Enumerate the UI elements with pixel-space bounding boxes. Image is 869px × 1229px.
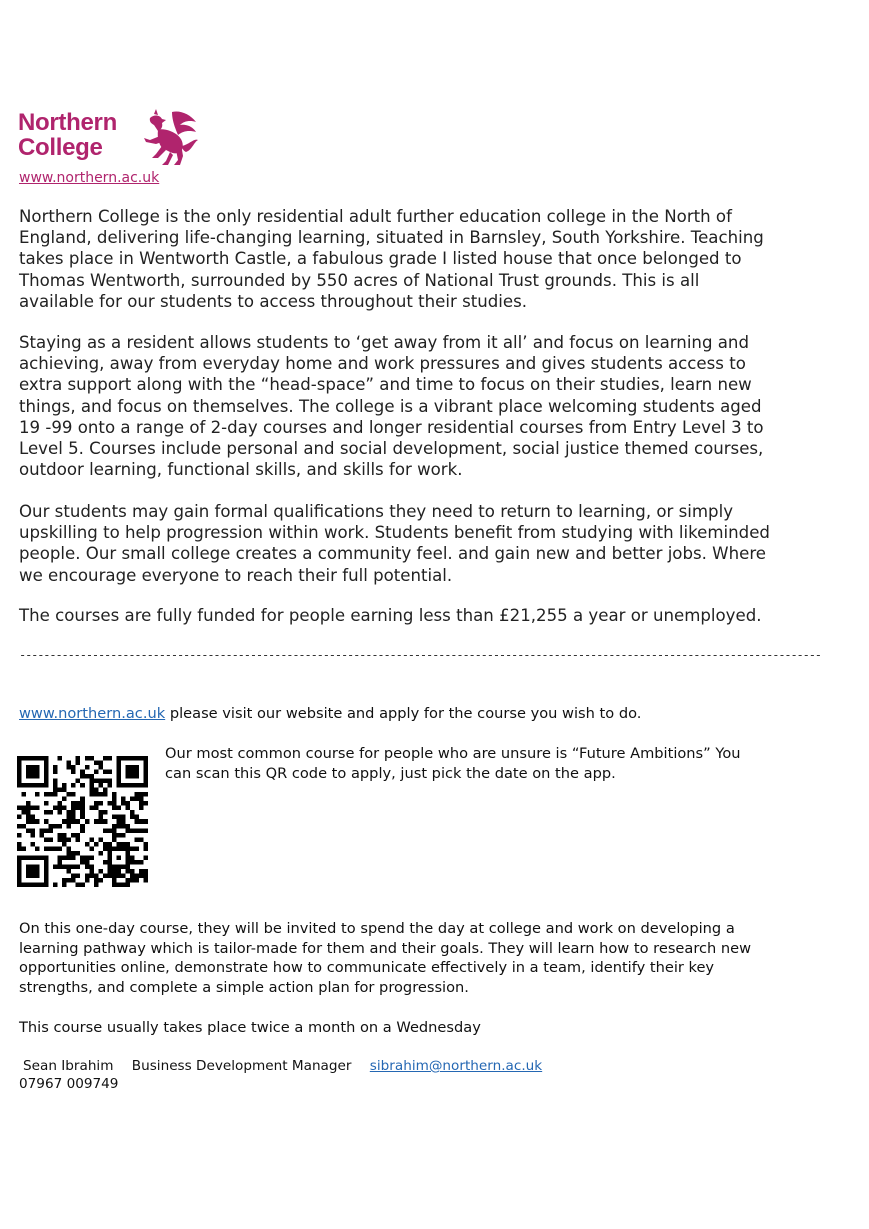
contact-line (19, 1058, 542, 1074)
griffin-icon (132, 108, 202, 168)
course-detail-paragraph: On this one-day course, they will be invited to spend the day at college and work on developing a learning pathway which is tailor-made for them and their goals. They will learn how to research new opportunities online, demonstrate how to communicate effectively in a team, identify their key strengths, and complete a simple action plan for progression. (19, 920, 752, 996)
divider-line: ------------------------------------------------------------------------------------------------------------------------------------ (19, 648, 821, 662)
funding-paragraph: The courses are fully funded for people earning less than £21,255 a year or unemployed. (19, 606, 762, 625)
qualifications-paragraph: Our students may gain formal qualifications they need to return to learning, or simply upskilling to help progression within work. Students benefit from studying with likeminded people. Our small college creates a community feel. and gain new and better jobs. Where we encourage everyone to reach their full potential. (19, 502, 770, 585)
contact-role: Business Development Manager (131, 1058, 352, 1074)
logo-line-2: College (18, 134, 103, 161)
residential-paragraph: Staying as a resident allows students to ‘get away from it all’ and focus on learning and achieving, away from everyday home and work pressures and gives students access to extra support along with the “head-space” and time to focus on their studies, learn new things, and focus on themselves. The college is a vibrant place welcoming students aged 19 -99 onto a range of 2-day courses and longer residential courses from Entry Level 3 to Level 5. Courses include personal and social development, social justice themed courses, outdoor learning, functional skills, and skills for work. (19, 333, 764, 480)
contact-name: Sean Ibrahim (23, 1058, 114, 1074)
college-logo (18, 108, 208, 168)
visit-line (19, 705, 641, 722)
contact-email[interactable]: sibrahim@northern.ac.uk (369, 1058, 543, 1074)
qr-code[interactable] (14, 756, 151, 887)
website-link-top[interactable]: www.northern.ac.uk (19, 170, 160, 186)
contact-phone: 07967 009749 (19, 1076, 119, 1092)
logo-line-1: Northern (18, 109, 117, 136)
website-link[interactable]: www.northern.ac.uk (19, 705, 166, 722)
schedule-text: This course usually takes place twice a month on a Wednesday (19, 1019, 481, 1036)
intro-paragraph: Northern College is the only residential adult further education college in the North of England, delivering life-changing learning, situated in Barnsley, South Yorkshire. Teaching takes place in Wentworth Castle, a fabulous grade I listed house that once belonged to Thomas Wentworth, surrounded by 550 acres of National Trust grounds. This is all available for our students to access throughout their studies. (19, 207, 764, 311)
future-ambitions-description: Our most common course for people who are unsure is “Future Ambitions” You can scan this QR code to apply, just pick the date on the app. (165, 745, 741, 782)
visit-text: please visit our website and apply for the course you wish to do. (165, 705, 642, 722)
